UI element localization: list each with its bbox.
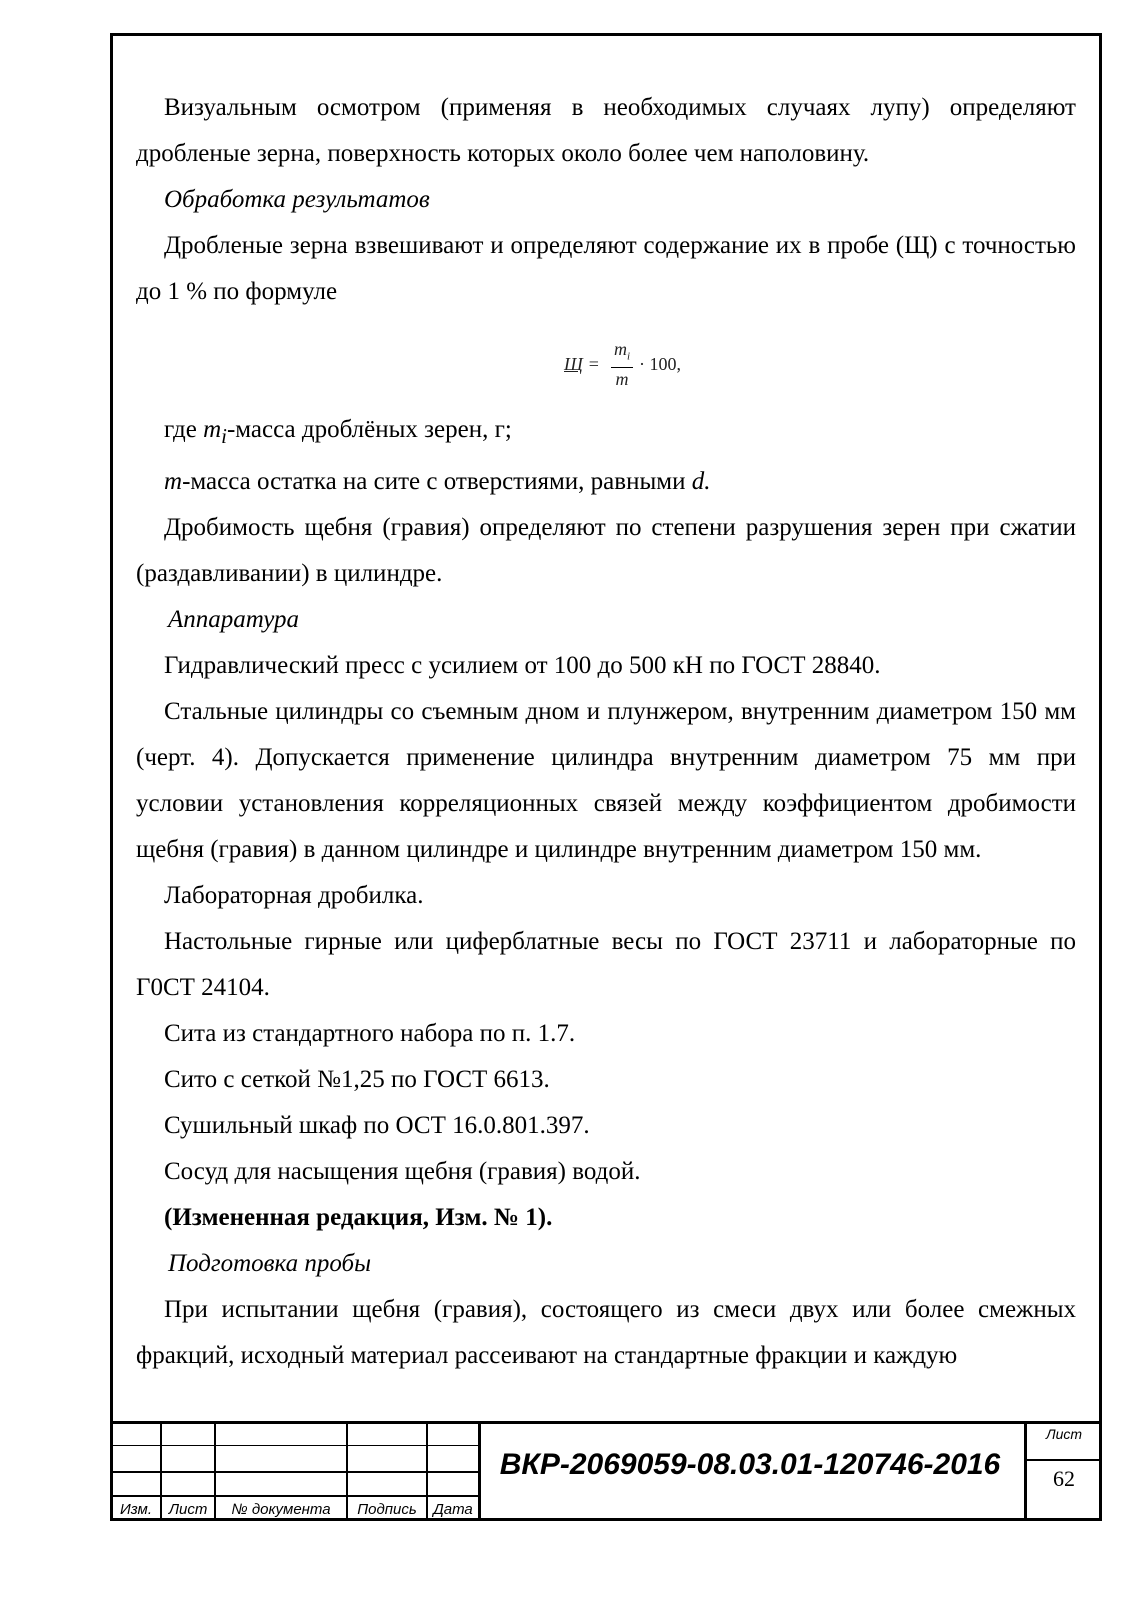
grid-line <box>110 1495 480 1497</box>
section-heading: Обработка результатов <box>164 186 430 213</box>
paragraph: Сита из стандартного набора по п. 1.7. <box>164 1020 576 1047</box>
col-sign-label: Подпись <box>357 1501 417 1518</box>
formula-legend-2: m-масса остатка на сите с отверстиями, равными d. <box>164 468 711 495</box>
formula-numerator: $m_i$ <box>611 339 633 368</box>
paragraph: Дробимость щебня (гравия) определяют по степени разрушения зерен при сжатии (раздавливании) в цилиндре. <box>136 514 1076 587</box>
formula <box>564 339 681 390</box>
revision-note: (Измененная редакция, Изм. № 1). <box>164 1204 553 1231</box>
paragraph: Настольные гирные или циферблатные весы по ГОСТ 23711 и лабораторные по Г0СТ 24104. <box>136 928 1076 1001</box>
formula-equals: = <box>588 353 599 374</box>
col-list-label: Лист <box>168 1501 208 1518</box>
paragraph: При испытании щебня (гравия), состоящего из смеси двух или более смежных фракций, исходный материал рассеивают на стандартные фракции и каждую <box>136 1296 1076 1369</box>
paragraph: Визуальным осмотром (применяя в необходимых случаях лупу) определяют дробленые зерна, поверхность которых около более чем наполовину. <box>136 94 1076 167</box>
col-izm-label: Изм. <box>120 1501 152 1518</box>
section-heading: Подготовка пробы <box>168 1250 372 1277</box>
col-doc-label: № документа <box>231 1501 331 1518</box>
sheet-number: 62 <box>1053 1466 1075 1491</box>
formula-lhs: Щ <box>564 353 583 374</box>
document-code: ВКР-2069059-08.03.01-120746-2016 <box>499 1448 1001 1481</box>
document-body <box>136 85 1076 1379</box>
paragraph: Стальные цилиндры со съемным дном и плунжером, внутренним диаметром 150 мм (черт. 4). Допускается применение цилиндра внутренним диаметром 75 мм при условии установления корреляционных связей между коэффициентом дробимости щебня (гравия) в данном цилиндре и цилиндре внутренним диаметром 150 мм. <box>136 698 1076 863</box>
paragraph: Лабораторная дробилка. <box>164 882 424 909</box>
title-block-top-border <box>110 1421 1102 1424</box>
formula-denominator: m <box>615 368 629 389</box>
paragraph: Гидравлический пресс с усилием от 100 до 500 кН по ГОСТ 28840. <box>164 652 881 679</box>
formula-fraction <box>611 339 633 390</box>
section-heading: Аппаратура <box>168 606 299 633</box>
grid-line <box>110 1445 480 1446</box>
grid-line <box>1024 1421 1027 1521</box>
grid-line <box>110 1471 480 1473</box>
paragraph: Сушильный шкаф по ОСТ 16.0.801.397. <box>164 1112 590 1139</box>
formula-legend-1: где $m_i$-масса дроблёных зерен, г; <box>164 416 512 448</box>
sheet-label: Лист <box>1045 1426 1083 1442</box>
paragraph: Сосуд для насыщения щебня (гравия) водой. <box>164 1158 641 1185</box>
paragraph: Дробленые зерна взвешивают и определяют содержание их в пробе (Щ) с точностью до 1 % по формуле <box>136 232 1076 305</box>
formula-rhs: · 100, <box>639 353 681 374</box>
col-date-label: Дата <box>433 1501 473 1518</box>
paragraph: Сито с сеткой №1,25 по ГОСТ 6613. <box>164 1066 550 1093</box>
title-block <box>110 1421 1102 1521</box>
